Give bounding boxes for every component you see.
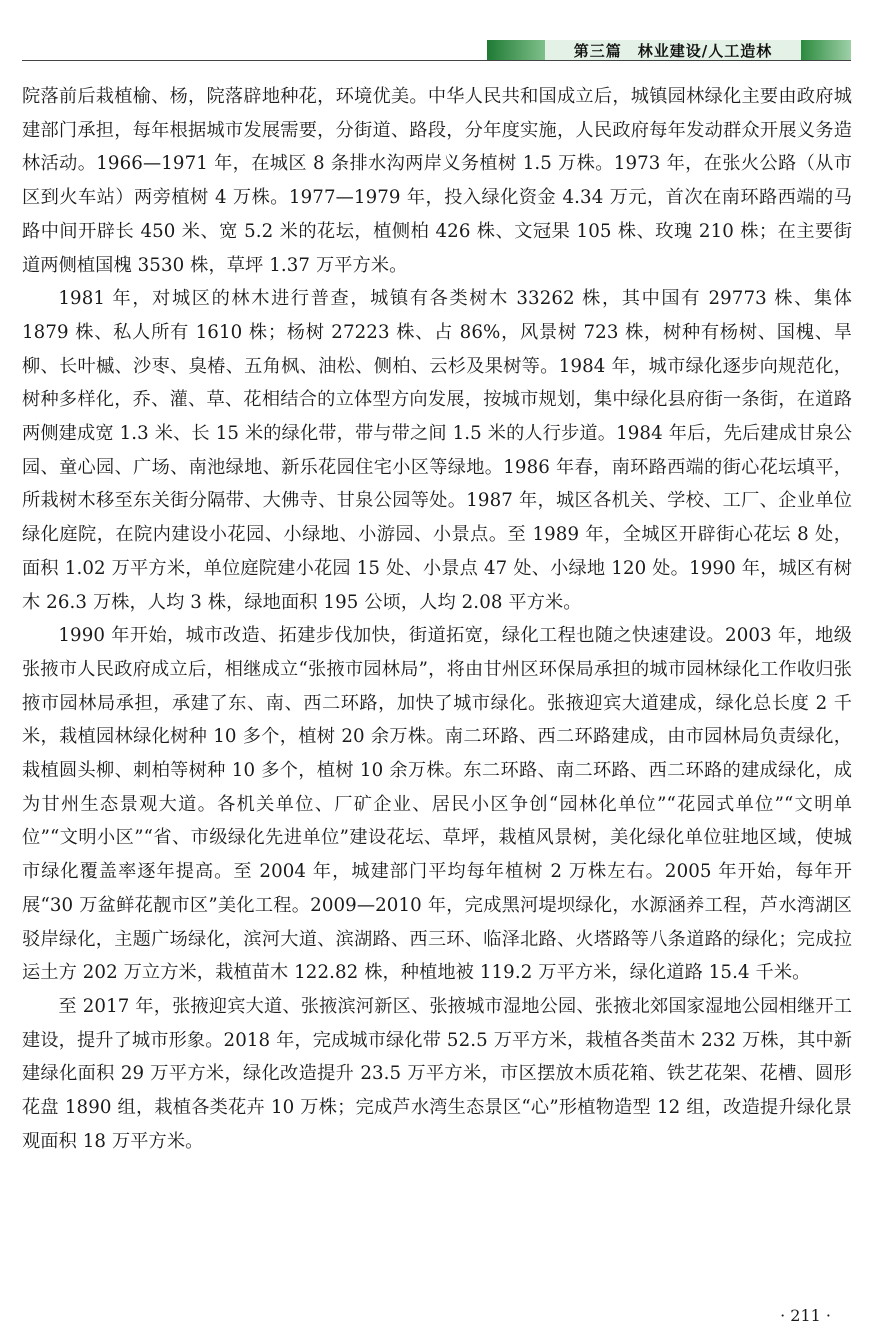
header-rule	[22, 60, 851, 61]
header-bar-right	[801, 40, 851, 60]
header-title: 第三篇 林业建设/人工造林	[545, 40, 801, 60]
paragraph: 院落前后栽植榆、杨，院落辟地种花，环境优美。中华人民共和国成立后，城镇园林绿化主要由政府城建部门承担，每年根据城市发展需要，分街道、路段，分年度实施，人民政府每年发动群众开展义务造林活动。1966—1971 年，在城区 8 条排水沟两岸义务植树 1.5 万株。1973 年，在张火公路（从市区到火车站）两旁植树 4 万株。1977—1979 年，投入绿化资金 4.34 万元，首次在南环路西端的马路中间开辟长 450 米、宽 5.2 米的花坛，植侧柏 426 株、文冠果 105 株、玫瑰 210 株；在主要街道两侧植国槐 3530 株，草坪 1.37 万平方米。	[22, 86, 852, 276]
paragraph: 1990 年开始，城市改造、拓建步伐加快，街道拓宽，绿化工程也随之快速建设。2003 年，地级张掖市人民政府成立后，相继成立“张掖市园林局”，将由甘州区环保局承担的城市园林绿化工作收归张掖市园林局承担，承建了东、南、西二环路，加快了城市绿化。张掖迎宾大道建成，绿化总长度 2 千米，栽植园林绿化树种 10 多个，植树 20 余万株。南二环路、西二环路建成，由市园林局负责绿化，栽植圆头柳、刺柏等树种 10 多个，植树 10 余万株。东二环路、南二环路、西二环路的建成绿化，成为甘州生态景观大道。各机关单位、厂矿企业、居民小区争创“园林化单位”“花园式单位”“文明单位”“文明小区”“省、市级绿化先进单位”建设花坛、草坪，栽植风景树，美化绿化单位驻地区域，使城市绿化覆盖率逐年提高。至 2004 年，城建部门平均每年植树 2 万株左右。2005 年开始，每年开展“30 万盆鲜花靓市区”美化工程。2009—2010 年，完成黑河堤坝绿化，水源涵养工程，芦水湾湖区驳岸绿化，主题广场绿化，滨河大道、滨湖路、西三环、临泽北路、火塔路等八条道路的绿化；完成拉运土方 202 万立方米，栽植苗木 122.82 株，种植地被 119.2 万平方米，绿化道路 15.4 千米。	[22, 625, 852, 984]
header-bar-left	[487, 40, 545, 60]
paragraph: 1981 年，对城区的林木进行普查，城镇有各类树木 33262 株，其中国有 29773 株、集体 1879 株、私人所有 1610 株；杨树 27223 株、占 86%，风景树 723 株，树种有杨树、国槐、旱柳、长叶槭、沙枣、臭椿、五角枫、油松、侧柏、云杉及果树等。1984 年，城市绿化逐步向规范化，树种多样化，乔、灌、草、花相结合的立体型方向发展，按城市规划，集中绿化县府街一条街，在道路两侧建成宽 1.3 米、长 15 米的绿化带，带与带之间 1.5 米的人行步道。1984 年后，先后建成甘泉公园、童心园、广场、南池绿地、新乐花园住宅小区等绿地。1986 年春，南环路西端的街心花坛填平，所栽树木移至东关街分隔带、大佛寺、甘泉公园等处。1987 年，城区各机关、学校、工厂、企业单位绿化庭院，在院内建设小花园、小绿地、小游园、小景点。至 1989 年，全城区开辟街心花坛 8 处，面积 1.02 万平方米，单位庭院建小花园 15 处、小景点 47 处、小绿地 120 处。1990 年，城区有树木 26.3 万株，人均 3 株，绿地面积 195 公顷，人均 2.08 平方米。	[22, 288, 852, 613]
running-header	[487, 40, 851, 60]
page-number: · 211 ·	[780, 1306, 831, 1325]
body-text	[22, 80, 852, 1159]
paragraph: 至 2017 年，张掖迎宾大道、张掖滨河新区、张掖城市湿地公园、张掖北郊国家湿地公园相继开工建设，提升了城市形象。2018 年，完成城市绿化带 52.5 万平方米，栽植各类苗木 232 万株，其中新建绿化面积 29 万平方米，绿化改造提升 23.5 万平方米，市区摆放木质花箱、铁艺花架、花槽、圆形花盘 1890 组，栽植各类花卉 10 万株；完成芦水湾生态景区“心”形植物造型 12 组，改造提升绿化景观面积 18 万平方米。	[22, 995, 852, 1152]
